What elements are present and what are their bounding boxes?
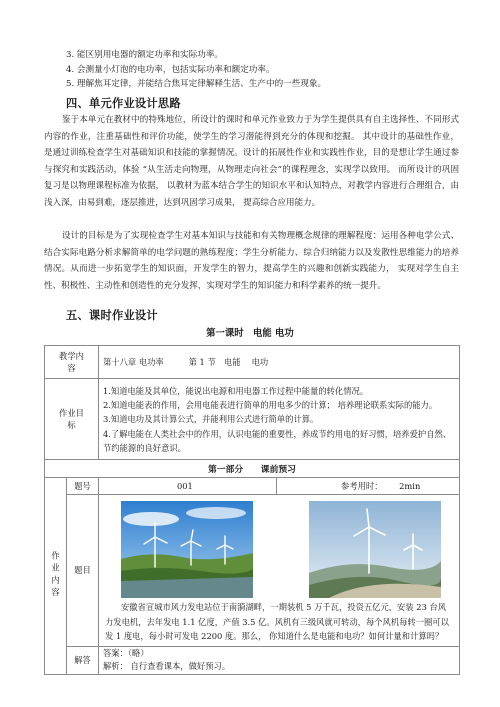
question-cell [99,495,460,647]
section-4-heading: 四、单元作业设计思路 [66,97,181,110]
table-row [45,495,460,647]
photo-row [103,495,455,600]
objective-label: 作业目标 [45,379,99,460]
unit-goals-list [66,48,326,92]
question-number-label: 题号 [67,478,99,495]
objective-list [99,379,460,460]
answer-line: 答案：（略） [103,647,149,658]
goal-item: 3. 能区别用电器的额定功率和实际功率。 [66,50,224,60]
analysis-line: 解析： 自行查看课本，做好预习。 [103,661,231,672]
goal-item: 4. 会测量小灯泡的电功率，包括实际功率和额定功率。 [66,64,275,75]
objective-item: 3.知道电功及其计算公式，并能利用公式进行简单的计算。 [103,414,319,425]
answer-cell [99,646,460,674]
table-row [45,646,460,674]
goal-item: 5. 理解焦耳定律，并能结合焦耳定律解释生活、生产中的一些现象。 [66,79,327,89]
question-number-value: 001 [99,478,277,495]
homework-design-table [44,345,460,675]
part-title: 第一部分 课前预习 [45,460,460,478]
objective-item: 1.知道电能及其单位，能说出电源和用电器工作过程中能量的转化情况。 [103,386,369,396]
wind-farm-lake-photo [121,501,253,598]
homework-content-label: 作业内容 [45,478,67,675]
reference-time [277,478,460,495]
question-text: 安徽省宣城市风力发电站位于南漪湖畔，一期装机 5 万千瓦，投资五亿元，安装 23 台风力发电机，去年发电 1.1 亿度，产值 3.5 亿。风机有三级风就可转动，每个风机每转一圈可以发 1 度电，每小时可发电 2200 度。那么， 你知道什么是电能和电功？如何计量和计算吗？ [105,602,449,642]
reference-time-label: 参考用时： [341,481,383,492]
teaching-content-value: 第十八章 电功率 第 1 节 电能 电功 [99,346,460,379]
objective-item: 4.了解电能在人类社会中的作用，认识电能的重要性，养成节约用电的好习惯，培养爱护自然、节约能源的良好意识。 [103,428,452,453]
section-5-heading: 五、课时作业设计 [66,309,158,322]
wind-turbine-ridge-photo [309,501,441,598]
question-label: 题目 [67,495,99,647]
table-row [45,460,460,478]
objective-item: 2.知道电能表的作用，会用电能表进行简单的用电多少的计算； 培养理论联系实际的能力。 [103,400,438,411]
section-4-paragraph-1: 鉴于本单元在教材中的特殊地位，所设计的课时和单元作业致力于为学生提供具有自主选择性、不同形式内容的作业，注重基础性和评价功能，使学生的学习潜能得到充分的体现和挖掘。 其中设计的基础性作业， 是通过训练检查学生对基础知识和技能的掌握情况。设计的拓展性作业和实践性作业，目的是想让学生通过参与探究和实践活动，体验 “从生活走向物理，从物理走向社会”的课程理念，实现学以致用。 而所设计的巩固复习是以物理课程标准为依据， 以教材为蓝本结合学生的知识水平和认知特点，对教学内容进行合理组合，由浅入深，由易到难，逐层推进，达到巩固学习成果， 提高综合应用能力。 [44,115,459,208]
lesson-title: 第一课时 电能 电功 [206,328,294,339]
section-4-paragraph-2: 设计的目标是为了实现检查学生对基本知识与技能和有关物理概念规律的理解程度：运用各种电学公式、结合实际电路分析求解简单的电学问题的熟练程度；学生分析能力、综合归纳能力以及发散性思维能力的培养情况。从而进一步拓宽学生的知识面，开发学生的智力，提高学生的兴趣和创新实践能力， 实现对学生自主性、积极性、主动性和创造性的充分发挥，实现对学生的知识能力和科学素养的统一提升。 [44,231,459,291]
reference-time-value: 2min [399,481,421,492]
teaching-content-label: 教学内容 [45,346,99,379]
answer-label: 解答 [67,646,99,674]
table-row [45,346,460,379]
table-row [45,478,460,495]
table-row [45,379,460,460]
